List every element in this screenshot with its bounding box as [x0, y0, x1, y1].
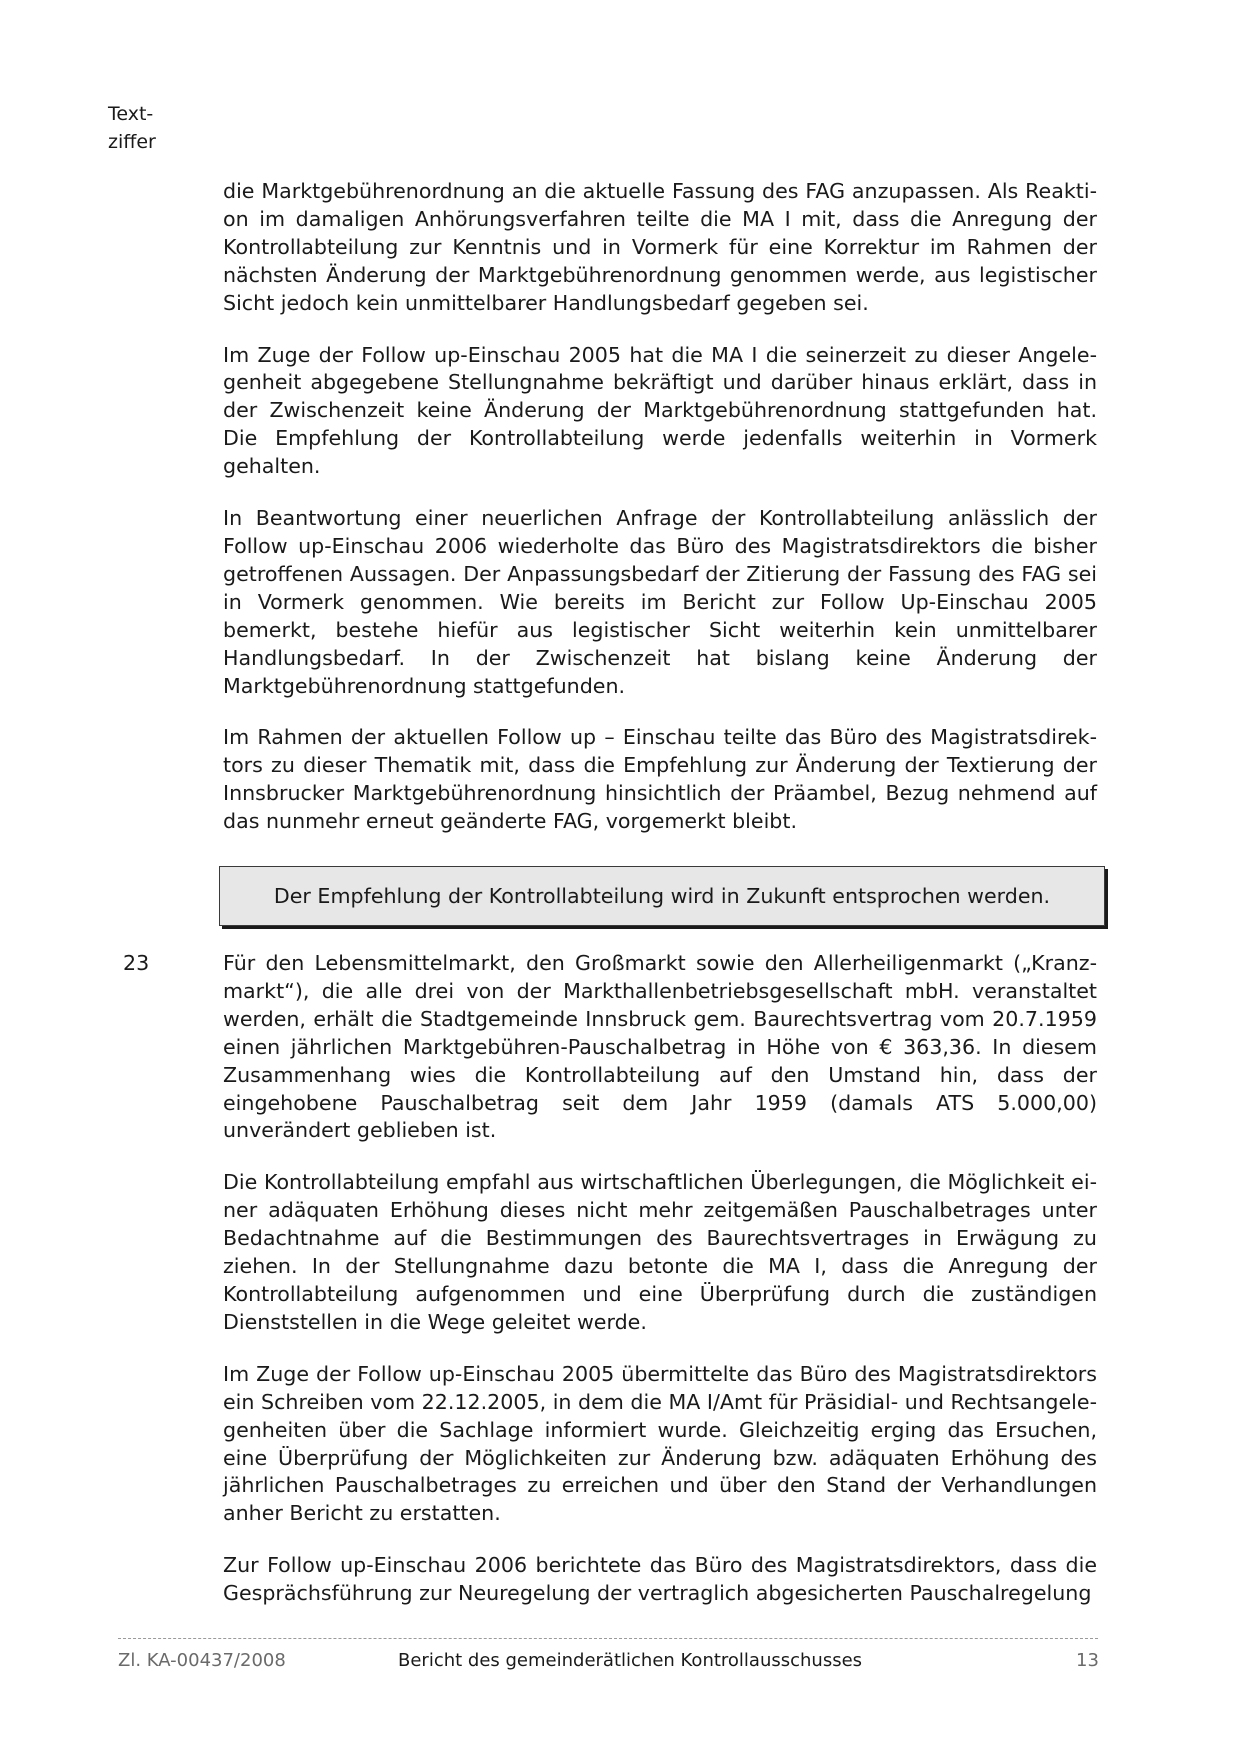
paragraph: Zur Follow up-Einschau 2006 berichtete das Büro des Magistratsdirektors, dass die Gesprächsführung zur Neuregelung der vertraglich abgesicherten Pauschalregelung: [223, 1553, 1097, 1606]
statement-text: Der Empfehlung der Kontrollabteilung wird in Zukunft entsprochen werden.: [273, 884, 1051, 909]
paragraph: Für den Lebensmittelmarkt, den Großmarkt sowie den Allerheiligenmarkt („Kranzmarkt“), die alle drei von der Markthallenbetriebsgesellschaft mbH. veranstaltet werden, erhält die Stadtgemeinde Innsbruck gem. Baurechtsvertrag vom 20.7.1959 einen jährlichen Marktgebühren-Pauschalbetrag in Höhe von € 363,36. In diesem Zusammenhang wies die Kontrollabteilung auf den Umstand hin, dass der eingehobene Pauschalbetrag seit dem Jahr 1959 (damals ATS 5.000,00) unverändert geblieben ist.: [223, 951, 1097, 1143]
statement-box: [219, 866, 1105, 926]
paragraph: die Marktgebührenordnung an die aktuelle Fassung des FAG anzupassen. Als Reaktion im damaligen Anhörungsverfahren teilte die MA I mit, dass die Anregung der Kontrollabteilung zur Kenntnis und in Vormerk für eine Korrektur im Rahmen der nächsten Änderung der Marktgebührenordnung genommen werde, aus legistischer Sicht jedoch kein unmittelbarer Handlungsbedarf gegeben sei.: [223, 179, 1097, 315]
paragraph: Im Zuge der Follow up-Einschau 2005 hat die MA I die seinerzeit zu dieser Angelegenheit abgegebene Stellungnahme bekräftigt und darüber hinaus erklärt, dass in der Zwischenzeit keine Änderung der Marktgebührenordnung stattgefunden hat. Die Empfehlung der Kontrollabteilung werde jedenfalls weiterhin in Vormerk gehalten.: [223, 342, 1097, 479]
paragraph: Die Kontrollabteilung empfahl aus wirtschaftlichen Überlegungen, die Möglichkeit einer adäquaten Erhöhung dieses nicht mehr zeitgemäßen Pauschalbetrages unter Bedachtnahme auf die Bestimmungen des Baurechtsvertrages in Erwägung zu ziehen. In der Stellungnahme dazu betonte die MA I, dass die Anregung der Kontrollabteilung aufgenommen und eine Überprüfung durch die zuständigen Dienststellen in die Wege geleitet werde.: [223, 1170, 1097, 1334]
section-content: [223, 950, 1097, 1632]
margin-label-line1: Text-: [108, 103, 154, 125]
paragraph: Im Zuge der Follow up-Einschau 2005 übermittelte das Büro des Magistratsdirektors ein Schreiben vom 22.12.2005, in dem die MA I/Amt für Präsidial- und Rechtsangelegenheiten über die Sachlage informiert wurde. Gleichzeitig erging das Ersuchen, eine Überprüfung der Möglichkeiten zur Änderung bzw. adäquaten Erhöhung des jährlichen Pauschalbetrages zu erreichen und über den Stand der Verhandlungen anher Bericht zu erstatten.: [223, 1361, 1097, 1526]
footer-reference: Zl. KA-00437/2008: [118, 1650, 286, 1671]
paragraph: Im Rahmen der aktuellen Follow up – Einschau teilte das Büro des Magistratsdirektors zu dieser Thematik mit, dass die Empfehlung zur Änderung der Textierung der Innsbrucker Marktgebührenordnung hinsichtlich der Präambel, Bezug nehmend auf das nunmehr erneut geänderte FAG, vorgemerkt bleibt.: [223, 725, 1097, 834]
footer-title: Bericht des gemeinderätlichen Kontrollausschusses: [398, 1650, 863, 1671]
top-content: [223, 178, 1097, 926]
paragraph: In Beantwortung einer neuerlichen Anfrage der Kontrollabteilung anlässlich der Follow up-Einschau 2006 wiederholte das Büro des Magistratsdirektors die bisher getroffenen Aussagen. Der Anpassungsbedarf der Zitierung der Fassung des FAG sei in Vormerk genommen. Wie bereits im Bericht zur Follow Up-Einschau 2005 bemerkt, bestehe hiefür aus legistischer Sicht weiterhin kein unmittelbarer Handlungsbedarf. In der Zwischenzeit hat bislang keine Änderung der Marktgebührenordnung stattgefunden.: [223, 506, 1097, 698]
footer-divider: [118, 1638, 1098, 1639]
margin-label-line2: ziffer: [108, 131, 156, 153]
section-number: 23: [123, 951, 150, 975]
page-number: 13: [1076, 1650, 1099, 1671]
margin-label: [108, 100, 156, 156]
